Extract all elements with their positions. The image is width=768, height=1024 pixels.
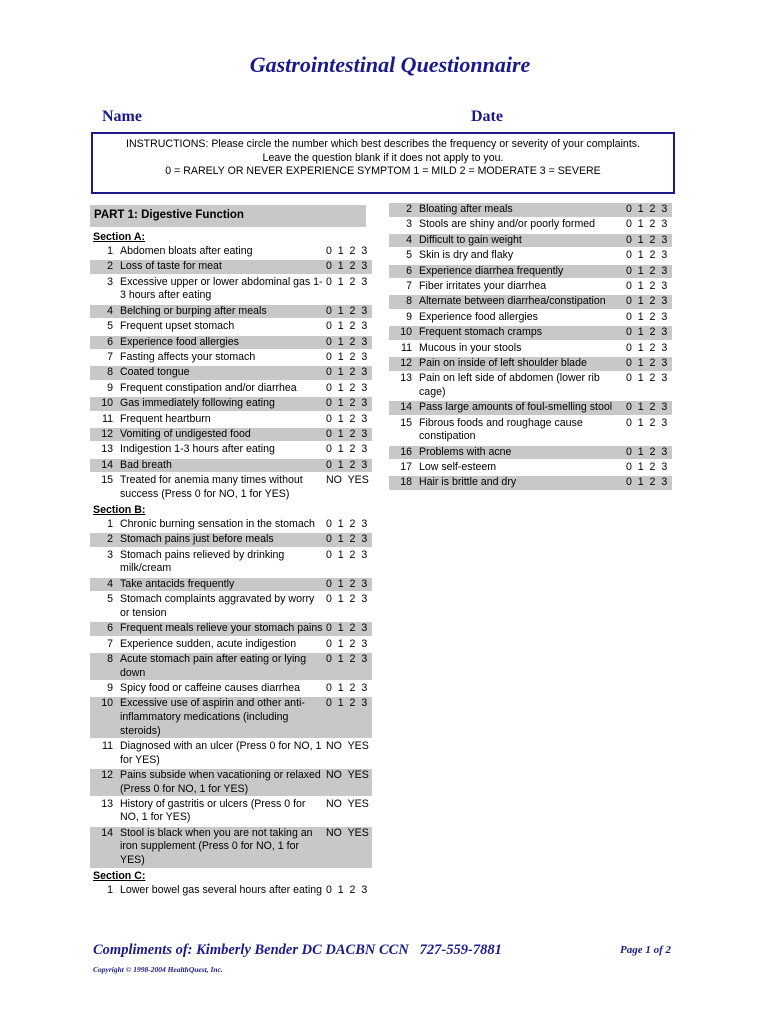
question-row (90, 397, 375, 412)
question-row (90, 320, 375, 335)
question-row (90, 740, 375, 769)
question-row (90, 260, 375, 275)
score-options[interactable]: 0 1 2 3 (326, 245, 368, 257)
question-number: 1 (107, 245, 113, 257)
question-row (90, 245, 375, 260)
question-text: Belching or burping after meals (118, 305, 324, 319)
question-text: Stool is black when you are not taking an iron supplement (Press 0 for NO, 1 for YES) (118, 827, 324, 868)
question-number: 7 (107, 350, 113, 363)
score-options[interactable]: 0 1 2 3 (326, 381, 368, 394)
question-number: 13 (101, 797, 113, 810)
question-row (90, 578, 375, 593)
score-options[interactable]: 0 1 2 3 (324, 366, 372, 380)
question-number: 8 (389, 295, 417, 309)
instructions-line: Leave the question blank if it does not apply to you. (262, 151, 504, 164)
question-row (389, 218, 673, 233)
score-options[interactable]: 0 1 2 3 (624, 295, 672, 309)
question-text: Pass large amounts of foul-smelling stool (417, 401, 624, 415)
instructions-box (91, 132, 675, 194)
right-question-column (389, 203, 673, 492)
score-options[interactable]: 0 1 2 3 (626, 372, 668, 385)
question-text: Frequent heartburn (120, 412, 211, 425)
question-text: Fasting affects your stomach (120, 350, 256, 363)
question-number: 9 (107, 681, 113, 694)
question-number: 3 (406, 218, 412, 231)
part-heading: PART 1: Digestive Function (90, 205, 366, 227)
question-number: 7 (406, 279, 412, 292)
question-text: Frequent constipation and/or diarrhea (120, 381, 297, 394)
question-number: 5 (107, 320, 113, 333)
score-options[interactable]: 0 1 2 3 (324, 305, 372, 319)
score-options[interactable]: 0 1 2 3 (624, 446, 672, 460)
question-number: 11 (102, 412, 113, 425)
question-number: 8 (90, 366, 118, 380)
score-options[interactable]: NO YES (324, 827, 372, 868)
question-number: 17 (400, 461, 412, 474)
score-options[interactable]: NO YES (326, 739, 369, 752)
question-number: 4 (90, 578, 118, 592)
score-options[interactable]: 0 1 2 3 (624, 203, 672, 217)
question-number: 11 (102, 739, 113, 752)
score-options[interactable]: 0 1 2 3 (324, 533, 372, 547)
question-number: 9 (406, 310, 412, 323)
question-text: Difficult to gain weight (417, 234, 624, 248)
question-number: 1 (107, 884, 113, 897)
copyright: Copyright © 1998-2004 HealthQuest, Inc. (93, 965, 223, 974)
question-number: 4 (90, 305, 118, 319)
question-row (90, 798, 375, 827)
score-options[interactable]: 0 1 2 3 (624, 357, 672, 371)
name-label: Name (102, 108, 142, 125)
question-number: 13 (101, 443, 113, 456)
question-number: 13 (400, 372, 412, 385)
score-options[interactable]: 0 1 2 3 (326, 884, 368, 897)
question-row (90, 769, 375, 798)
question-row (90, 413, 375, 428)
question-text: Chronic burning sensation in the stomach (120, 518, 315, 531)
question-row (389, 461, 673, 476)
score-options[interactable]: 0 1 2 3 (326, 320, 368, 333)
question-row (90, 638, 375, 653)
question-text: Excessive upper or lower abdominal gas 1-3 hours after eating (120, 275, 323, 302)
score-options[interactable]: 0 1 2 3 (324, 653, 372, 680)
question-text: Loss of taste for meat (118, 260, 324, 274)
question-number: 12 (90, 769, 118, 796)
question-row (90, 382, 375, 397)
instructions-line: INSTRUCTIONS: Please circle the number which best describes the frequency or severity of your complaints. (126, 138, 640, 150)
question-number: 14 (90, 459, 118, 473)
question-row (90, 276, 375, 305)
question-number: 12 (389, 357, 417, 371)
question-text: Experience diarrhea frequently (417, 265, 624, 279)
score-options[interactable]: 0 1 2 3 (626, 218, 668, 231)
question-text: Lower bowel gas several hours after eating (120, 884, 322, 897)
score-options[interactable]: 0 1 2 3 (624, 401, 672, 415)
question-number: 10 (389, 326, 417, 340)
question-row (90, 459, 375, 474)
question-number: 14 (90, 827, 118, 868)
score-options[interactable]: 0 1 2 3 (326, 637, 368, 650)
page-title: Gastrointestinal Questionnaire (249, 52, 531, 77)
question-row (90, 593, 375, 622)
question-row (90, 533, 375, 548)
score-options[interactable]: NO YES (324, 769, 372, 796)
score-options[interactable]: 0 1 2 3 (624, 234, 672, 248)
question-row (389, 342, 673, 357)
question-text: Treated for anemia many times without success (Press 0 for NO, 1 for YES) (120, 474, 303, 500)
question-number: 15 (101, 474, 113, 487)
score-options[interactable]: NO YES (326, 797, 369, 810)
question-text: Stomach pains just before meals (118, 533, 324, 547)
score-options[interactable]: 0 1 2 3 (324, 459, 372, 473)
score-options[interactable]: 0 1 2 3 (324, 397, 372, 411)
score-options[interactable]: 0 1 2 3 (326, 412, 368, 425)
score-options[interactable]: 0 1 2 3 (324, 428, 372, 442)
question-row (389, 295, 673, 310)
question-row (389, 326, 673, 341)
question-row (90, 366, 375, 381)
question-text: History of gastritis or ulcers (Press 0 for NO, 1 for YES) (120, 797, 306, 824)
question-number: 10 (90, 697, 118, 738)
question-text: Coated tongue (118, 366, 324, 380)
score-options[interactable]: 0 1 2 3 (324, 336, 372, 350)
score-options[interactable]: 0 1 2 3 (326, 275, 368, 288)
question-text: Fibrous foods and roughage cause constipation (419, 416, 583, 443)
question-row (90, 827, 375, 870)
question-text: Skin is dry and flaky (419, 249, 514, 262)
section-heading: Section B: (93, 504, 146, 517)
question-text: Bloating after meals (417, 203, 624, 217)
question-number: 7 (107, 637, 113, 650)
question-text: Abdomen bloats after eating (120, 245, 253, 257)
question-row (90, 518, 375, 533)
score-options[interactable]: 0 1 2 3 (626, 341, 668, 354)
question-text: Stomach pains relieved by drinking milk/cream (120, 548, 285, 575)
question-text: Stools are shiny and/or poorly formed (419, 218, 596, 231)
question-text: Experience sudden, acute indigestion (120, 637, 297, 650)
score-options[interactable]: 0 1 2 3 (326, 681, 368, 694)
question-row (389, 265, 673, 280)
page-number: Page 1 of 2 (620, 944, 672, 956)
question-row (90, 443, 375, 458)
question-text: Bad breath (118, 459, 324, 473)
left-question-column (90, 205, 375, 900)
question-row (90, 428, 375, 443)
question-number: 6 (90, 622, 118, 636)
question-text: Frequent upset stomach (120, 320, 235, 333)
question-text: Frequent stomach cramps (417, 326, 624, 340)
question-row (389, 417, 673, 446)
question-row (90, 474, 375, 503)
score-options[interactable]: 0 1 2 3 (626, 310, 668, 323)
question-number: 9 (107, 381, 113, 394)
question-number: 1 (107, 518, 113, 531)
question-row (389, 234, 673, 249)
question-text: Experience food allergies (118, 336, 324, 350)
question-row (90, 653, 375, 682)
score-options[interactable]: 0 1 2 3 (626, 249, 668, 262)
question-row (90, 549, 375, 578)
question-row (389, 446, 673, 461)
question-text: Experience food allergies (419, 310, 538, 323)
question-number: 16 (389, 446, 417, 460)
question-text: Stomach complaints aggravated by worry or tension (120, 593, 315, 619)
question-row (90, 351, 375, 366)
question-text: Fiber irritates your diarrhea (419, 279, 547, 292)
question-row (90, 884, 375, 899)
question-row (90, 622, 375, 637)
section-heading: Section A: (93, 231, 145, 243)
question-text: Problems with acne (417, 446, 624, 460)
question-text: Mucous in your stools (419, 341, 522, 354)
question-row (389, 249, 673, 264)
question-text: Pain on inside of left shoulder blade (417, 357, 624, 371)
question-number: 18 (389, 476, 417, 490)
question-number: 2 (90, 533, 118, 547)
question-text: Alternate between diarrhea/constipation (417, 295, 624, 309)
question-text: Acute stomach pain after eating or lying down (118, 653, 324, 680)
question-text: Spicy food or caffeine causes diarrhea (120, 681, 301, 694)
question-text: Gas immediately following eating (118, 397, 324, 411)
question-row (389, 357, 673, 372)
question-row (389, 401, 673, 416)
question-row (389, 476, 673, 491)
score-options[interactable]: 0 1 2 3 (324, 622, 372, 636)
score-options[interactable]: 0 1 2 3 (624, 265, 672, 279)
question-number: 6 (90, 336, 118, 350)
question-number: 2 (389, 203, 417, 217)
score-options[interactable]: 0 1 2 3 (626, 416, 668, 429)
score-options[interactable]: 0 1 2 3 (624, 476, 672, 490)
question-number: 10 (90, 397, 118, 411)
question-text: Pain on left side of abdomen (lower rib cage) (419, 372, 600, 398)
question-text: Hair is brittle and dry (417, 476, 624, 490)
question-text: Vomiting of undigested food (118, 428, 324, 442)
score-options[interactable]: 0 1 2 3 (624, 326, 672, 340)
question-number: 6 (389, 265, 417, 279)
score-options[interactable]: 0 1 2 3 (626, 461, 668, 474)
question-number: 5 (406, 249, 412, 262)
question-row (389, 203, 673, 218)
question-number: 4 (389, 234, 417, 248)
question-number: 15 (400, 416, 412, 429)
question-number: 8 (90, 653, 118, 680)
question-number: 11 (401, 341, 412, 354)
question-number: 14 (389, 401, 417, 415)
question-row (90, 305, 375, 320)
score-options[interactable]: 0 1 2 3 (324, 697, 372, 738)
question-text: Low self-esteem (419, 461, 497, 474)
score-options[interactable]: 0 1 2 3 (326, 443, 368, 456)
instructions-line: 0 = RARELY OR NEVER EXPERIENCE SYMPTOM 1 = MILD 2 = MODERATE 3 = SEVERE (165, 165, 601, 177)
question-row (389, 280, 673, 295)
score-options[interactable]: 0 1 2 3 (326, 548, 368, 561)
score-options[interactable]: 0 1 2 3 (324, 260, 372, 274)
question-number: 5 (107, 593, 113, 606)
question-text: Diagnosed with an ulcer (Press 0 for NO, 1 for YES) (120, 739, 322, 766)
question-number: 3 (107, 275, 113, 288)
score-options[interactable]: 0 1 2 3 (326, 518, 368, 531)
question-row (90, 336, 375, 351)
question-number: 12 (90, 428, 118, 442)
question-number: 3 (107, 548, 113, 561)
question-text: Pains subside when vacationing or relaxed (Press 0 for NO, 1 for YES) (118, 769, 324, 796)
question-row (389, 372, 673, 401)
question-number: 2 (90, 260, 118, 274)
question-text: Take antacids frequently (118, 578, 324, 592)
score-options[interactable]: 0 1 2 3 (326, 350, 368, 363)
question-row (90, 697, 375, 740)
question-text: Frequent meals relieve your stomach pains (120, 622, 323, 635)
section-heading: Section C: (93, 870, 146, 883)
question-row (90, 682, 375, 697)
question-row (389, 311, 673, 326)
question-text: Excessive use of aspirin and other anti-inflammatory medications (including steroids) (118, 697, 324, 738)
date-label: Date (471, 108, 503, 125)
score-options[interactable]: 0 1 2 3 (324, 578, 372, 592)
compliments-line: Compliments of: Kimberly Bender DC DACBN CCN 727-559-7881 (93, 942, 502, 958)
score-options[interactable]: 0 1 2 3 (326, 593, 368, 606)
question-text: Indigestion 1-3 hours after eating (120, 443, 275, 456)
score-options[interactable]: 0 1 2 3 (626, 279, 668, 292)
score-options[interactable]: NO YES (326, 474, 369, 487)
